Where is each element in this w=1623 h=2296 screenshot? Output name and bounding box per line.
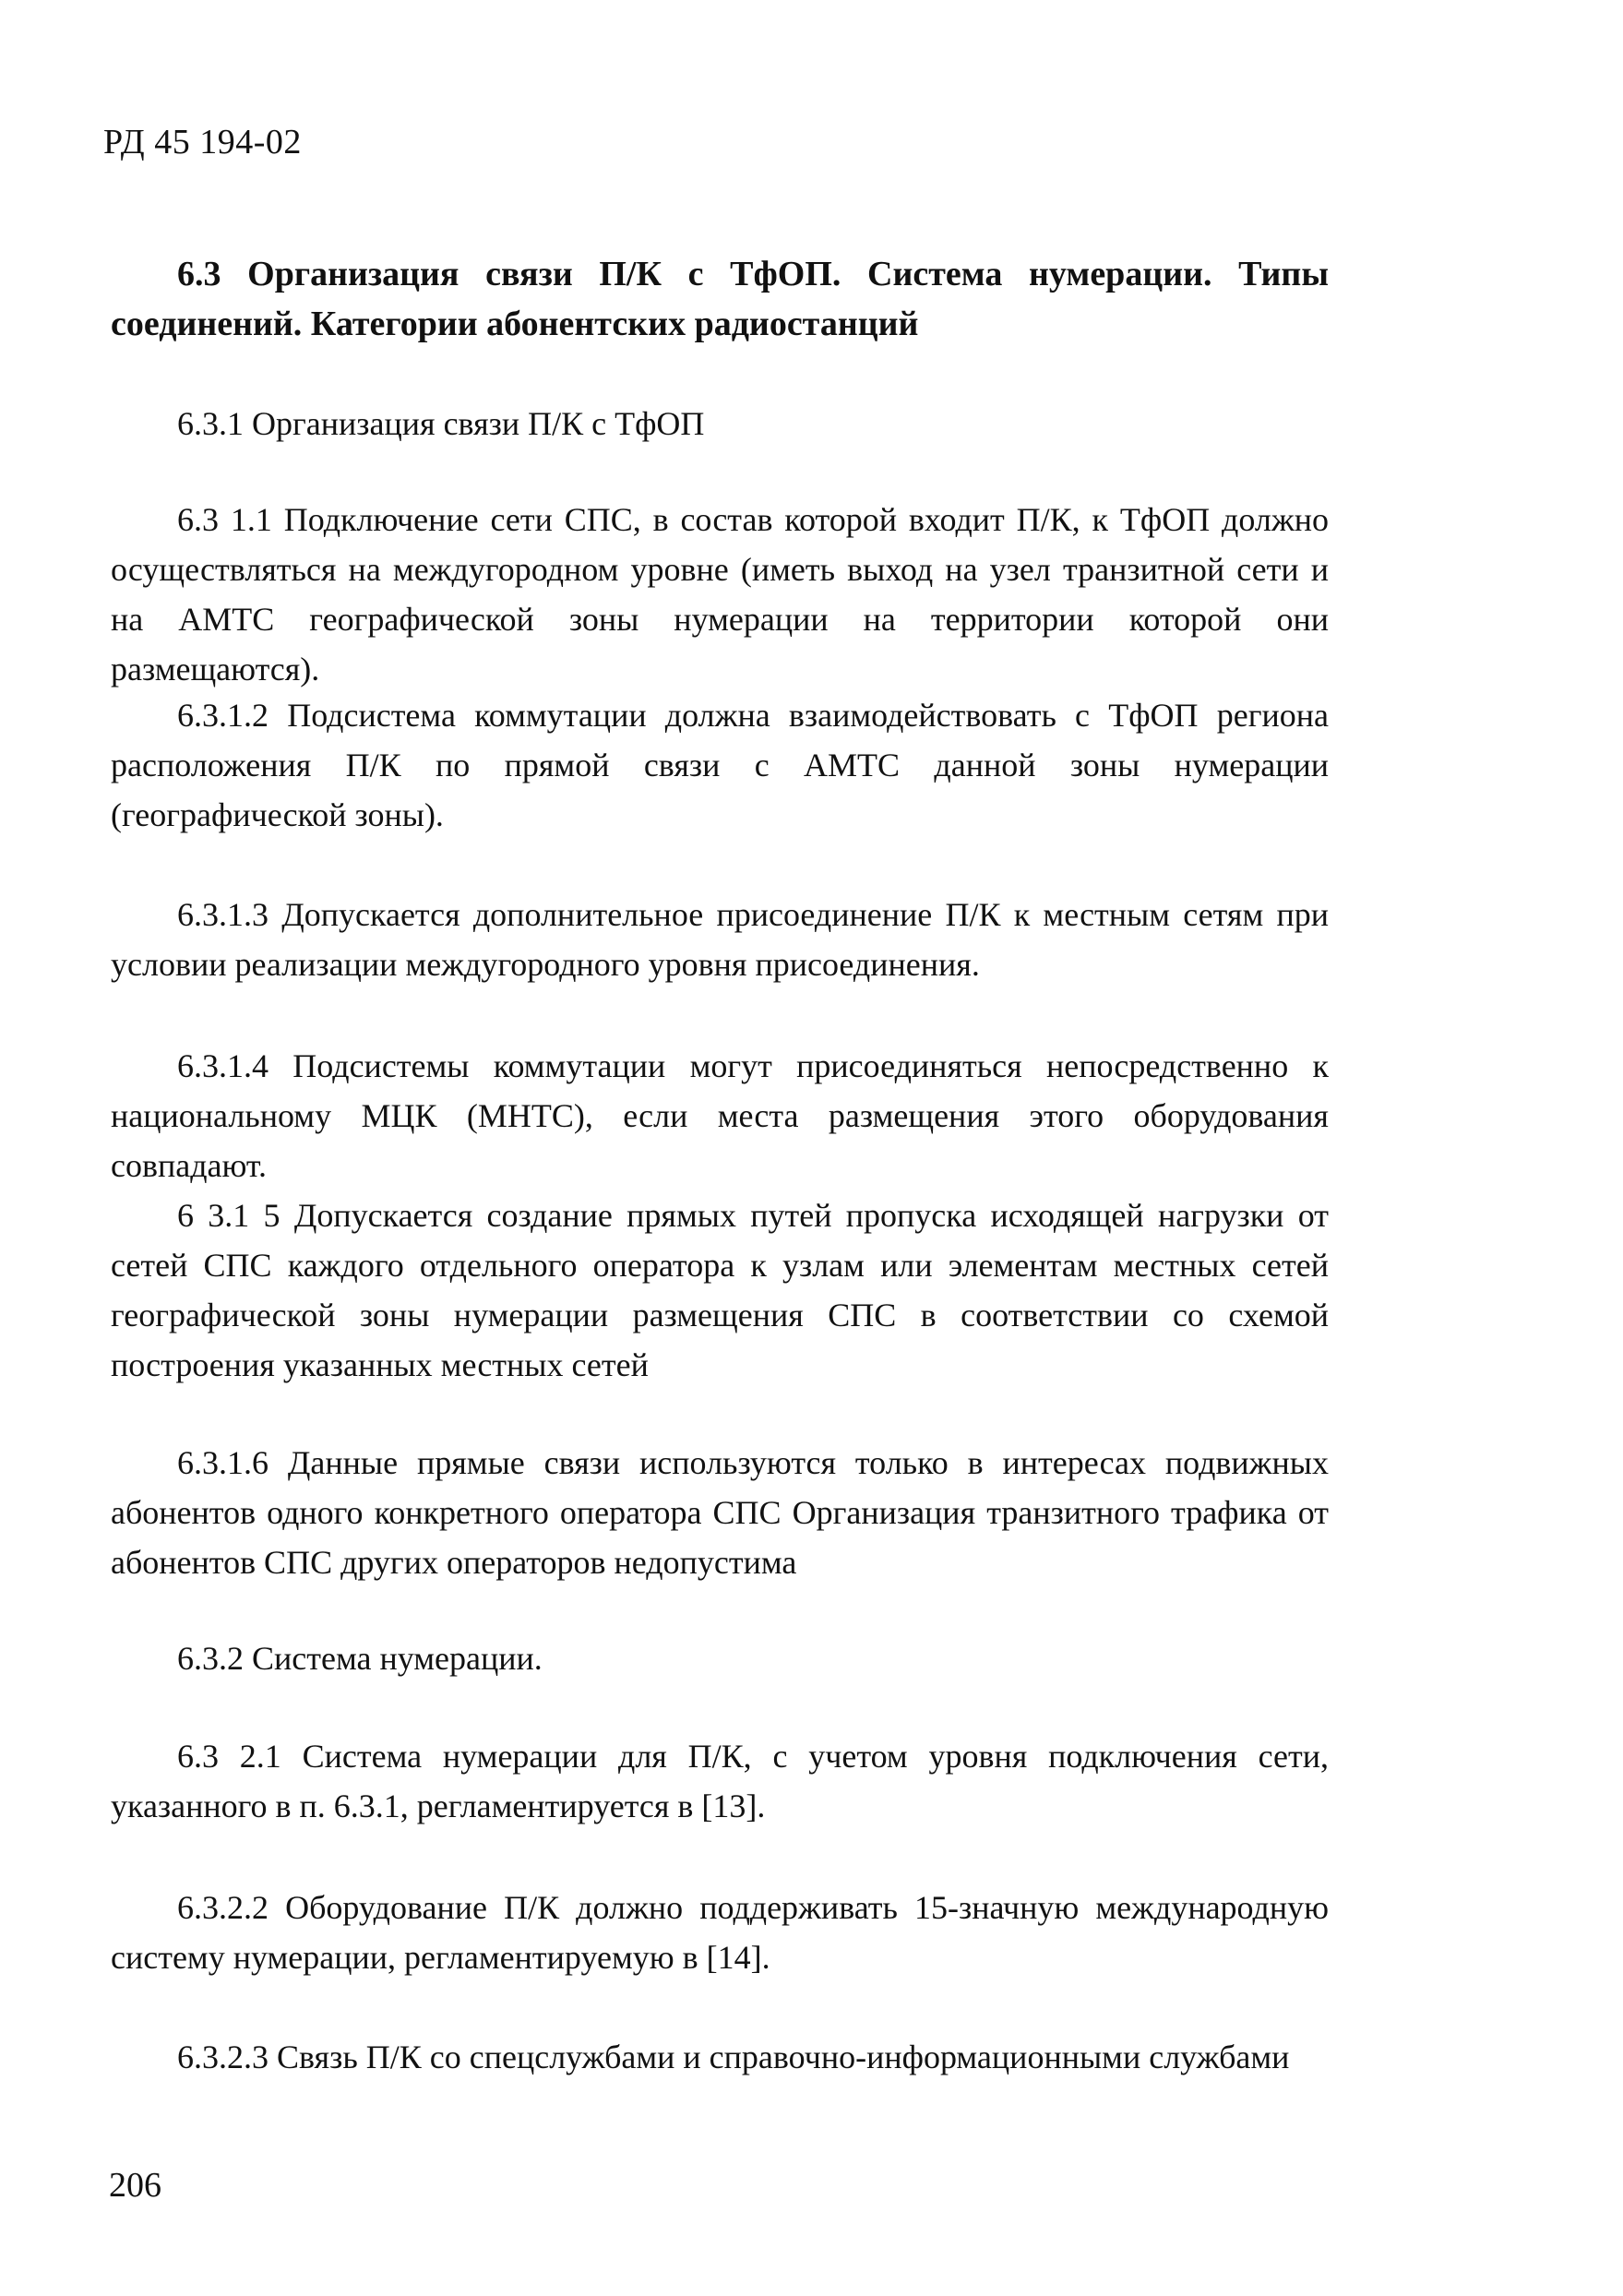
paragraph-6-3-1-3: 6.3.1.3 Допускается дополнительное присоединение П/К к местным сетям при условии реализации междугородного уровня присоединения. bbox=[111, 896, 1329, 983]
paragraph-6-3-2-3: 6.3.2.3 Связь П/К со спецслужбами и справочно-информационными службами bbox=[177, 2039, 1290, 2075]
paragraph-6-3-1-2: 6.3.1.2 Подсистема коммутации должна взаимодействовать с ТфОП региона расположения П/К по прямой связи с АМТС данной зоны нумерации (географической зоны). bbox=[111, 697, 1329, 833]
page-number: 206 bbox=[109, 2166, 161, 2205]
paragraph-6-3-1-4: 6.3.1.4 Подсистемы коммутации могут присоединяться непосредственно к национальному МЦК (МНТС), если места размещения этого оборудования совпадают. bbox=[111, 1047, 1329, 1184]
subsection-heading-6-3-1: 6.3.1 Организация связи П/К с ТфОП bbox=[177, 405, 705, 442]
document-code: РД 45 194-02 bbox=[103, 123, 302, 161]
paragraph-6-3-1-6: 6.3.1.6 Данные прямые связи используются только в интересах подвижных абонентов одного конкретного оператора СПС Организация транзитного трафика от абонентов СПС других операторов недопустима bbox=[111, 1444, 1329, 1581]
subsection-heading-6-3-2: 6.3.2 Система нумерации. bbox=[177, 1640, 543, 1677]
section-title: 6.3 Организация связи П/К с ТфОП. Система нумерации. Типы соединений. Категории абонентских радиостанций bbox=[111, 255, 1329, 343]
paragraph-6-3-2-2: 6.3.2.2 Оборудование П/К должно поддерживать 15-значную международную систему нумерации, регламентируемую в [14]. bbox=[111, 1889, 1329, 1976]
paragraph-6-3-1-5: 6 3.1 5 Допускается создание прямых путей пропуска исходящей нагрузки от сетей СПС каждого отдельного оператора к узлам или элементам местных сетей географической зоны нумерации размещения СПС в соответствии со схемой построения указанных местных сетей bbox=[111, 1197, 1329, 1383]
paragraph-6-3-1-1: 6.3 1.1 Подключение сети СПС, в состав которой входит П/К, к ТфОП должно осуществляться на междугородном уровне (иметь выход на узел транзитной сети и на АМТС географической зоны нумерации на территории которой они размещаются). bbox=[111, 501, 1329, 688]
paragraph-6-3-2-1: 6.3 2.1 Система нумерации для П/К, с учетом уровня подключения сети, указанного в п. 6.3.1, регламентируется в [13]. bbox=[111, 1738, 1329, 1824]
